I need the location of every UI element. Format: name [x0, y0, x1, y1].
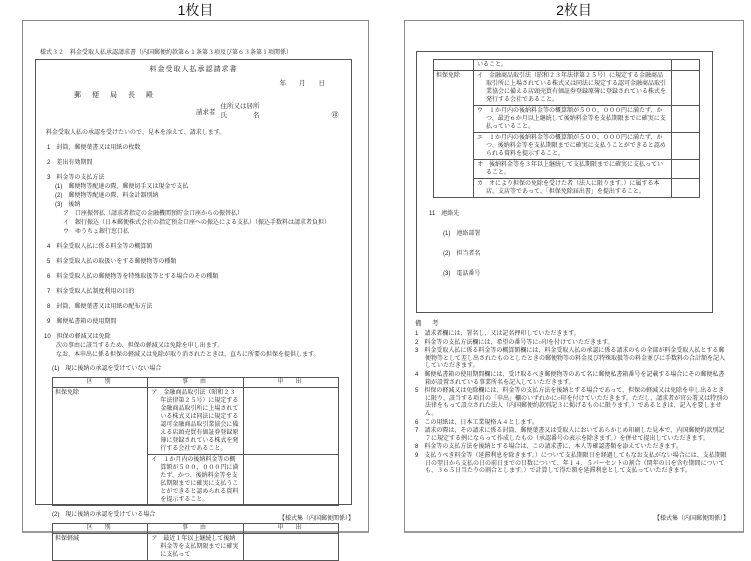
- item10-line1: 次の事由に該当するため、担保の軽減又は免除を申し出ます。: [56, 343, 224, 349]
- page2-footer: 【様式集（内国郵便関係）】: [653, 516, 729, 522]
- page1-label: 1枚目: [177, 2, 214, 18]
- application-cell: [672, 133, 700, 160]
- intro-text: 料金受取人払の承認を受けたいので、見本を添えて、請求します。: [46, 130, 226, 136]
- table-header-cell: 区 別: [53, 378, 148, 388]
- item11-heading: 11 連絡先: [429, 211, 460, 217]
- item11-phone: (3) 電話番号: [443, 271, 481, 277]
- application-cell: [672, 106, 700, 133]
- category-cell: 担保免除: [434, 71, 474, 198]
- item10-line2: なお、本申出に係る担保の軽減又は免除が取り消されたときは、直ちに所要の担保を提供します。: [56, 352, 320, 358]
- addressee-postmaster: 郵 便 局 長 殿: [74, 92, 155, 99]
- remarks-title: 備 考: [415, 320, 441, 327]
- application-cell: [243, 534, 338, 561]
- form-item: イ 銀行振込（日本郵便株式会社の指定預金口座への振込による支払）（振込手数料は請求者負担）: [63, 220, 331, 226]
- remark-item: 1 請求者欄には、署名し、又は記名押印していただきます。: [415, 331, 580, 337]
- item11-block: [429, 210, 704, 279]
- application-cell: [243, 455, 338, 506]
- table-header-cell: 申 出: [243, 524, 338, 534]
- address-label: 住所又は居所: [220, 103, 260, 110]
- form-item: 5 料金受取人払の取扱いをする郵便物等の種類: [47, 259, 177, 265]
- exemption-table-continued: [433, 59, 700, 198]
- seal-mark: ㊞: [331, 112, 339, 119]
- page2-label: 2枚目: [556, 2, 592, 18]
- form-caption: 様式３２ 料金受取人払承認請求書（内国郵便約款第６１条第３項及び第６３条第１項関係）: [40, 50, 293, 56]
- form-item: ア 口座振替払（請求者指定の金融機関預貯金口座からの振替払）: [63, 211, 244, 217]
- requester-label: 請求者: [196, 108, 216, 116]
- reason-cell: カ オにより担保の免除を受けた者（法人に限ります。）に属する本店、支店等であって、「担保免除届出書」を提出すること。: [474, 179, 672, 198]
- application-cell: [672, 71, 700, 106]
- requester-fields: [221, 102, 339, 120]
- reduction-table: [52, 523, 339, 561]
- table-header-cell: 事 由: [148, 378, 243, 388]
- form-item: (2) 郵便物等配達の際、料金計器別納: [55, 193, 159, 199]
- reason-cell: ア 最近１年以上継続して後納料金等を支払期限までに確実に支払って: [148, 534, 243, 561]
- exemption-table: [52, 377, 339, 506]
- page1-footer: 【様式集（内国郵便関係）】: [278, 516, 354, 522]
- form-item: 3 料金等の支払方法: [47, 175, 105, 181]
- case2-label: (2) 現に後納の承認を受けている場合: [52, 512, 156, 518]
- application-cell: [243, 388, 338, 455]
- table-row: [53, 534, 339, 561]
- name-row: [221, 111, 339, 120]
- item10-heading: 10 担保の軽減又は免除: [44, 334, 111, 340]
- page1-column: [22, 0, 369, 558]
- remark-item: 6 この用紙は、日本工業規格Ａ４とします。: [415, 419, 538, 426]
- form-item: 8 封筒、郵便葉書又は用紙の配布方法: [47, 304, 153, 310]
- item11-contact-name: (2) 担当者名: [443, 251, 481, 257]
- form-item: 6 料金受取人払の郵便物等を特殊取扱等とする場合のその種類: [47, 274, 219, 280]
- category-cell: [434, 60, 474, 71]
- document-title: 料金受取人払承認請求書: [149, 66, 238, 73]
- table-row: [434, 60, 700, 71]
- form-item: 7 料金受取人払制度利用の目的: [47, 289, 135, 295]
- table-row: [434, 179, 700, 198]
- reason-cell: いること。: [474, 60, 672, 71]
- application-cell: [672, 60, 700, 71]
- form-box-continued: [416, 51, 713, 313]
- table-header-cell: 申 出: [243, 378, 338, 388]
- date-line: 年 月 日: [279, 80, 325, 87]
- page2-paper: [404, 20, 744, 533]
- category-cell: 担保免除: [53, 388, 148, 506]
- remark-item: 3 料金受取人払に係る料金等の概算額欄には、料金受取人払の承認に係る請求のもの全部が料金受取人払とする郵便物等として差し出されたものとしたときの郵便物等の料金及び特殊取扱等の料金並びに手数料の合計額を記入していただきます。: [415, 348, 726, 370]
- table-header-cell: 区 別: [53, 524, 148, 534]
- form-item: (3) 後納: [55, 202, 81, 208]
- remark-item: 8 料金等の支払方法を後納とする場合は、この請求書に、本人等確認書類を添えていただきます。: [415, 444, 682, 451]
- reason-cell: エ １か月内の後納料金等の概算額が５００，０００円に満たず、かつ、後納料金等を支払期限までに確実に支払うことができると認められる資料を提示すること。: [474, 133, 672, 160]
- table-row: [53, 388, 339, 455]
- category-cell: 担保軽減: [53, 534, 148, 561]
- requester-block: [196, 102, 343, 120]
- reason-cell: イ １か月内の後納料金等の概算額が５００，０００円に満たず、かつ、後納料金等を支払期限までに確実に支払うことができると認められる資料を提示すること。: [148, 455, 243, 506]
- application-cell: [672, 179, 700, 198]
- form-item: 2 差出有効期間: [47, 160, 93, 166]
- remarks-list: [415, 331, 729, 476]
- reason-cell: イ 金融商品取引法（昭和２３年法律第２５号）に規定する金融商品取引所に上場されている株式又は同法に規定する認可金融商品取引業協会に備える店頭売買有価証券登録原簿に登録されている株式を発行する会社であること。: [474, 71, 672, 106]
- form-item: 1 封筒、郵便葉書又は用紙の枚数: [47, 145, 141, 151]
- form-items: [47, 144, 343, 327]
- page1-paper: [22, 20, 369, 558]
- page2-column: [404, 0, 744, 533]
- table-row: [434, 160, 700, 179]
- table-row: [434, 133, 700, 160]
- table-row: [434, 106, 700, 133]
- table-header-cell: 事 由: [148, 524, 243, 534]
- form-item: 9 郵便私書箱の使用期間: [47, 319, 117, 325]
- form-item: ウ ゆうちょ銀行窓口払: [63, 229, 130, 235]
- form-item: (1) 郵便物等配達の際、郵便切手又は現金で支払: [55, 184, 189, 190]
- remarks-section: [415, 320, 729, 476]
- reason-cell: オ 後納料金等を３年以上継続して支払期限までに確実に支払っていること。: [474, 160, 672, 179]
- item10-block: [44, 333, 343, 374]
- case1-label: (1) 現に後納の承認を受けていない場合: [52, 366, 162, 372]
- reason-cell: ア 金融商品取引法（昭和２３年法律第２５号）に規定する金融商品取引所に上場されている株式又は同法に規定する認可金融商品取引業協会に備える店頭売買有価証券登録原簿に登録されている株式を発行する会社であること。: [148, 388, 243, 455]
- reason-cell: ウ １か月内の後納料金等の概算額が５００，０００円に満たず、かつ、最近６か月以上継続して後納料金等を支払期限までに確実に支払っていること。: [474, 106, 672, 133]
- remark-item: 2 料金等の支払方法欄には、希望の番号等に○印を付けていただきます。: [415, 339, 614, 346]
- remark-item: 5 担保の軽減又は免除欄には、料金等の支払方法を後納とする場合であって、担保の軽減又は免除を申し出るときに限り、該当する項目の「申出」欄のいずれかに○印を付けていただきます。ただし、請求者が官公署又は特別の法律をもって設立された法人（内国郵便約款別記３に掲げるものに限ります。）であるときは、記入を要しません。: [415, 388, 729, 417]
- name-label: 氏 名: [220, 112, 260, 119]
- remark-item: 7 請求の際は、その請求に係る封筒、郵便葉書又は受取人においてあらかじめ印刷した見本で、内国郵便約款別記７に規定する例にならって作成したもの（承認番号の表示を除きます。）を併せて提出していただきます。: [415, 428, 725, 442]
- application-cell: [672, 160, 700, 179]
- form-item: 4 料金受取人払に係る料金等の概算額: [47, 244, 153, 250]
- remark-item: 4 郵便私書箱の使用期間欄には、受け取るべき郵便物等のあて名に郵便私書箱番号を記載する場合にその郵便私書箱が設置されている事業所名を記入していただきます。: [415, 371, 725, 386]
- item11-contact-dept: (1) 連絡部署: [443, 231, 481, 237]
- remark-item: 9 支払うべき料金等（延滞利息を除きます。）について支払期限日を経過してもなお支払がない場合には、支払期限日の翌日から支払の日の前日までの日数について、年１４．５パーセントの割合（閏年の日を含む期間についても、３６５日当たりの割合とします。）で計算して得た額を延滞利息として支払っていただきます。: [415, 452, 727, 475]
- table-row: [434, 71, 700, 106]
